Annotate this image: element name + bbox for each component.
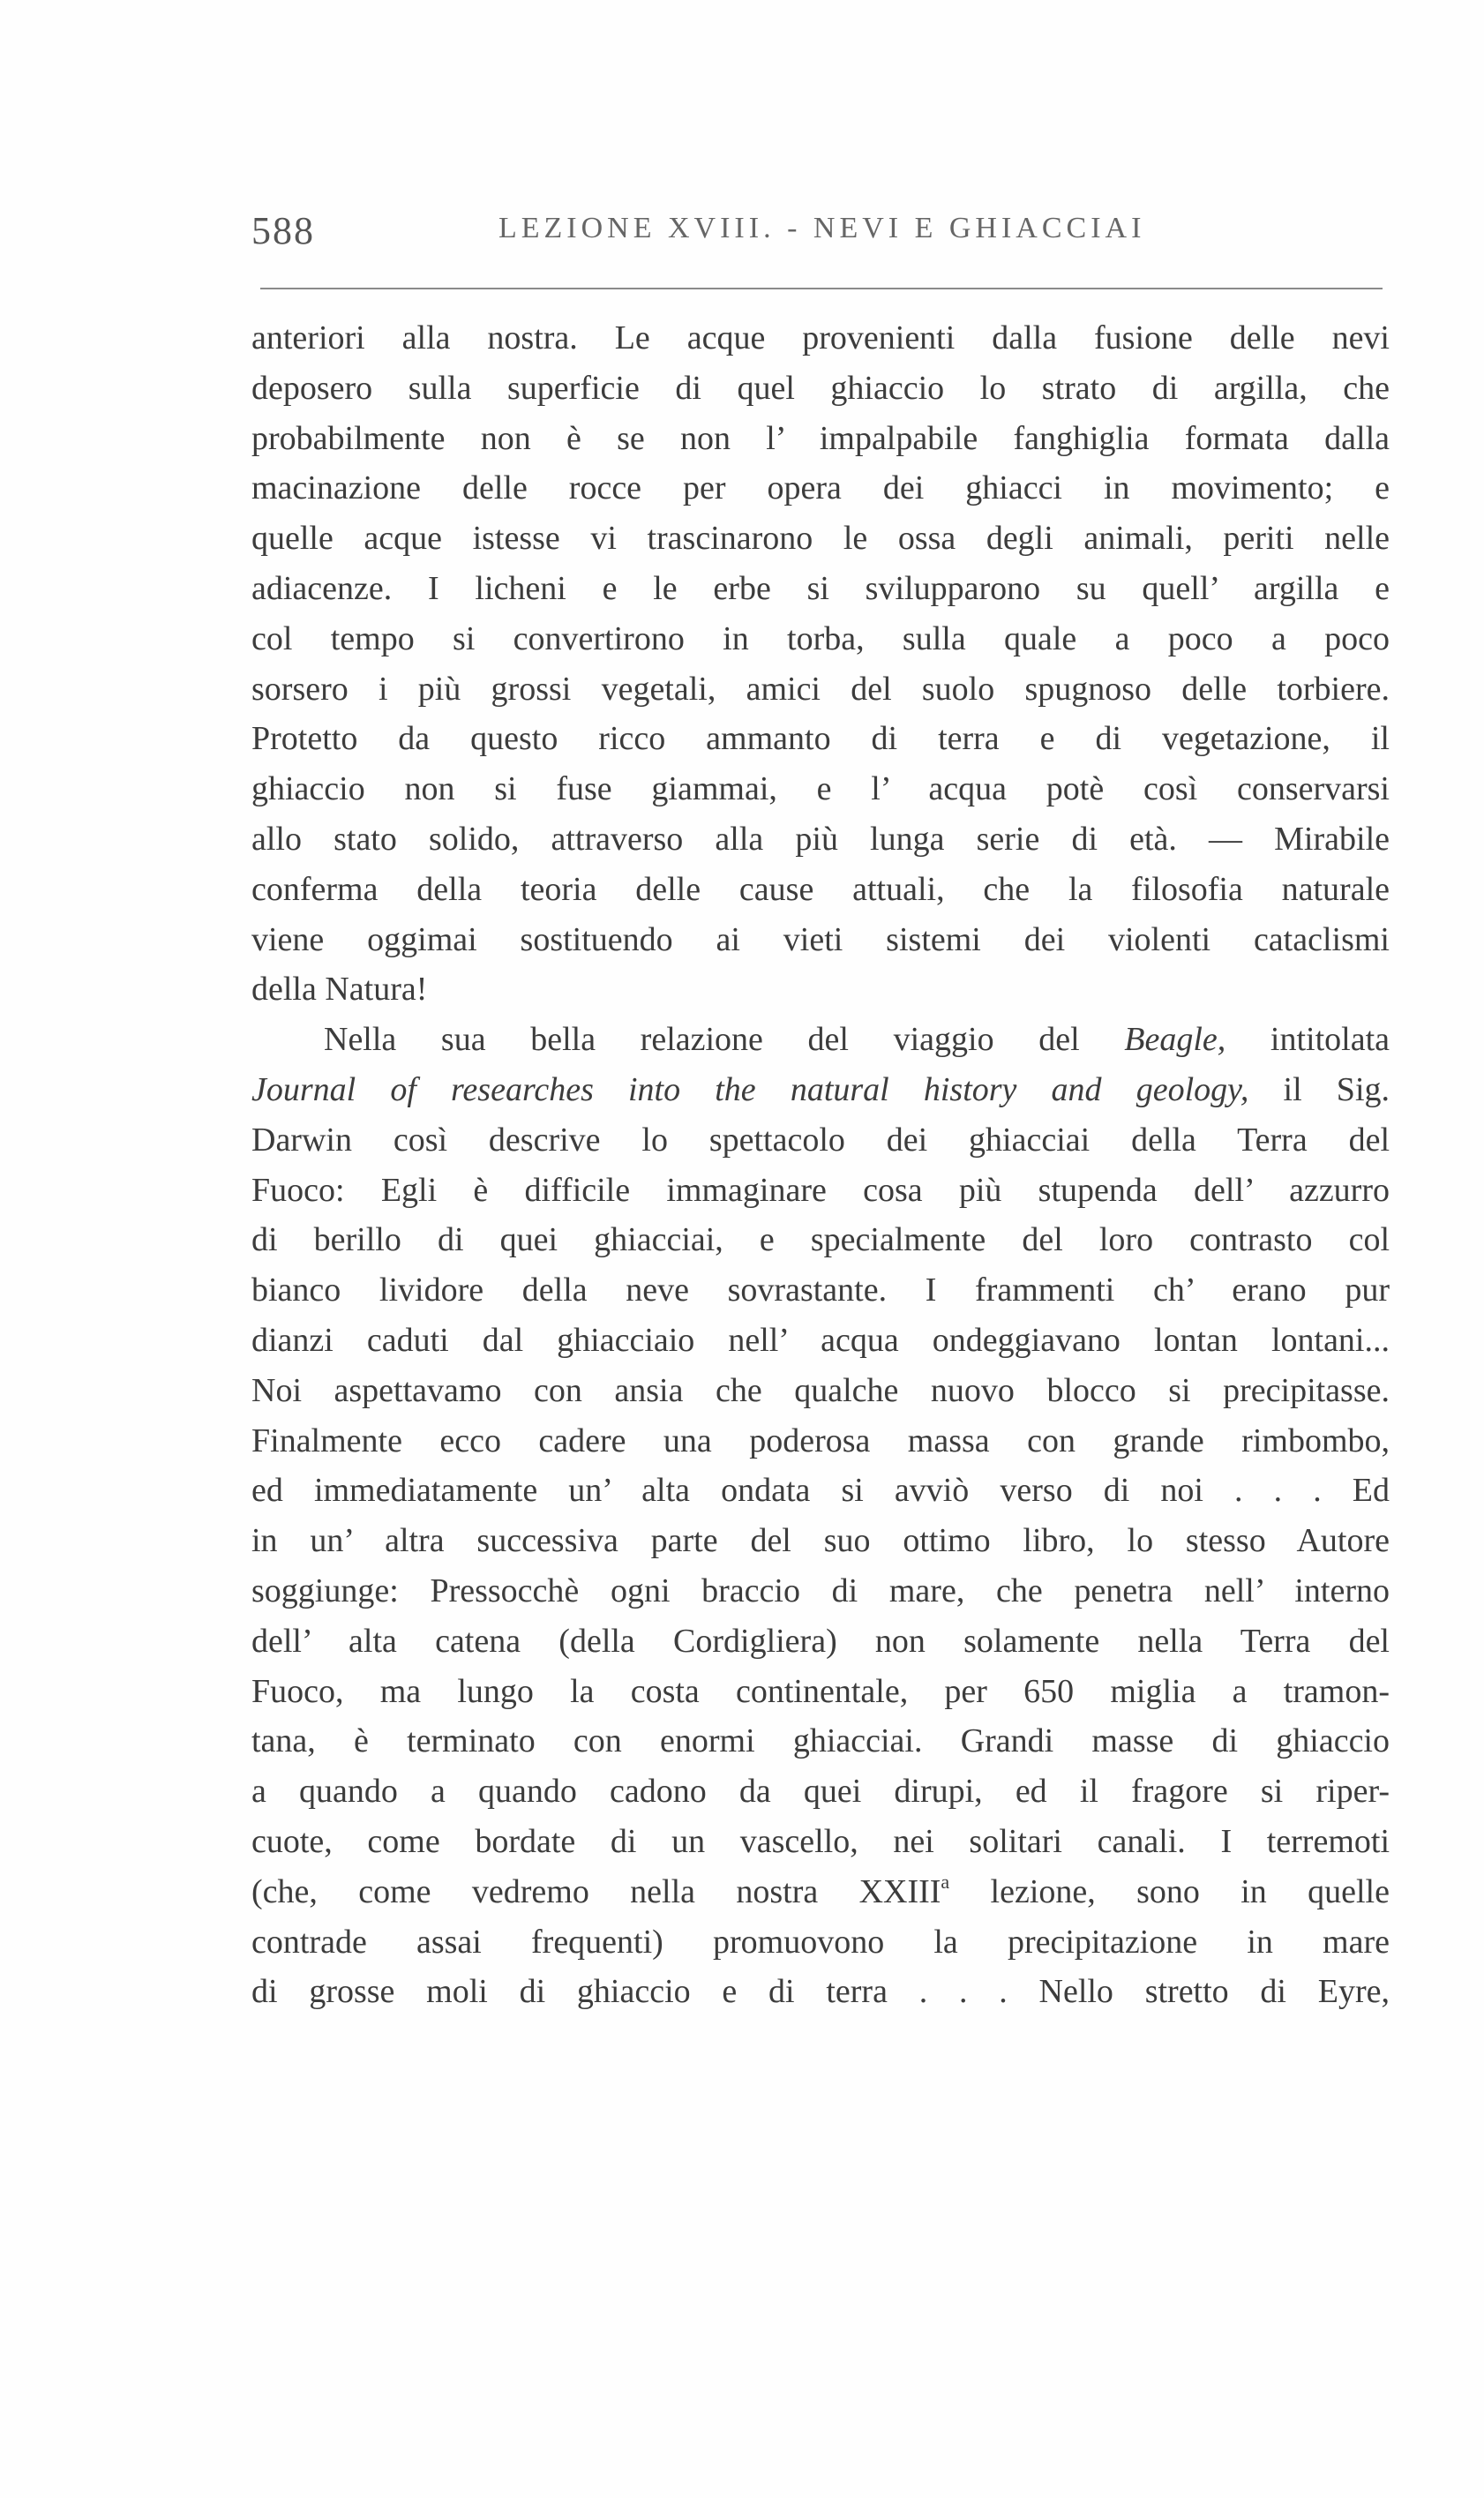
text-span: (che, come vedremo nella nostra XXIII [251,1872,941,1910]
text-line: sorsero i più grossi vegetali, amici del suolo spugnoso delle torbiere. [251,670,1390,708]
text-line: conferma della teoria delle cause attuali, che la filosofia naturale [251,870,1390,908]
text-line [251,1015,1390,1065]
text-line: dianzi caduti dal ghiacciaio nell’ acqua ondeggiavano lontan lontani... [251,1321,1390,1359]
text-line: Protetto da questo ricco ammanto di terra e di vegetazione, il [251,720,1390,758]
text-line [251,1867,1390,1917]
text-span: Nella sua bella relazione del viaggio del [324,1021,1125,1059]
header-rule [260,288,1383,289]
running-head: LEZIONE XVIII. - NEVI E GHIACCIAI [498,212,1146,244]
page-number: 588 [251,209,315,252]
text-line: Fuoco, ma lungo la costa continentale, per 650 miglia a tramon- [251,1672,1390,1710]
text-line: Fuoco: Egli è difficile immaginare cosa più stupenda dell’ azzurro [251,1171,1390,1209]
text-line: anteriori alla nostra. Le acque provenienti dalla fusione delle nevi [251,319,1390,356]
text-line: della Natura! [251,971,428,1009]
text-line: macinazione delle rocce per opera dei ghiacci in movimento; e [251,469,1390,507]
text-line: quelle acque istesse vi trascinarono le ossa degli animali, periti nelle [251,520,1390,558]
text-line: contrade assai frequenti) promuovono la precipitazione in mare [251,1923,1390,1961]
text-line: di berillo di quei ghiacciai, e specialmente del loro contrasto col [251,1221,1390,1259]
text-line: ed immediatamente un’ alta ondata si avviò verso di noi . . . Ed [251,1472,1390,1510]
body-text [251,313,1390,2017]
text-line: a quando a quando cadono da quei dirupi, ed il fragore si riper- [251,1773,1390,1811]
text-line: bianco lividore della neve sovrastante. I frammenti ch’ erano pur [251,1272,1390,1309]
text-line: probabilmente non è se non l’ impalpabile fanghiglia formata dalla [251,419,1390,457]
text-line: cuote, come bordate di un vascello, nei solitari canali. I terremoti [251,1822,1390,1860]
text-span: il Sig. [1248,1070,1390,1108]
text-line: Finalmente ecco cadere una poderosa massa con grande rimbombo, [251,1422,1390,1459]
text-line: Darwin così descrive lo spettacolo dei ghiacciai della Terra del [251,1121,1390,1159]
text-span: lezione, sono in quelle [949,1872,1390,1910]
text-line: adiacenze. I licheni e le erbe si svilupparono su quell’ argilla e [251,569,1390,607]
text-line: viene oggimai sostituendo ai vieti sistemi dei violenti cataclismi [251,920,1390,958]
text-line: di grosse moli di ghiaccio e di terra . . . Nello stretto di Eyre, [251,1973,1390,2011]
ordinal-superscript: a [941,1870,950,1893]
text-line: tana, è terminato con enormi ghiacciai. Grandi masse di ghiaccio [251,1722,1390,1760]
text-line: deposero sulla superficie di quel ghiaccio lo strato di argilla, che [251,369,1390,407]
text-line: dell’ alta catena (della Cordigliera) non solamente nella Terra del [251,1622,1390,1660]
ship-name-italic: Beagle, [1124,1021,1226,1059]
text-line [251,1065,1390,1115]
text-line: soggiunge: Pressocchè ogni braccio di mare, che penetra nell’ interno [251,1572,1390,1609]
page-header [251,208,1390,261]
book-title-italic: Journal of researches into the natural history and geology, [251,1070,1249,1108]
text-line: col tempo si convertirono in torba, sulla quale a poco a poco [251,619,1390,657]
text-span: intitolata [1225,1021,1390,1059]
text-line: allo stato solido, attraverso alla più lunga serie di età. — Mirabile [251,820,1390,858]
text-line: Noi aspettavamo con ansia che qualche nuovo blocco si precipitasse. [251,1371,1390,1409]
text-line: in un’ altra successiva parte del suo ottimo libro, lo stesso Autore [251,1522,1390,1560]
text-line: ghiaccio non si fuse giammai, e l’ acqua potè così conservarsi [251,770,1390,808]
